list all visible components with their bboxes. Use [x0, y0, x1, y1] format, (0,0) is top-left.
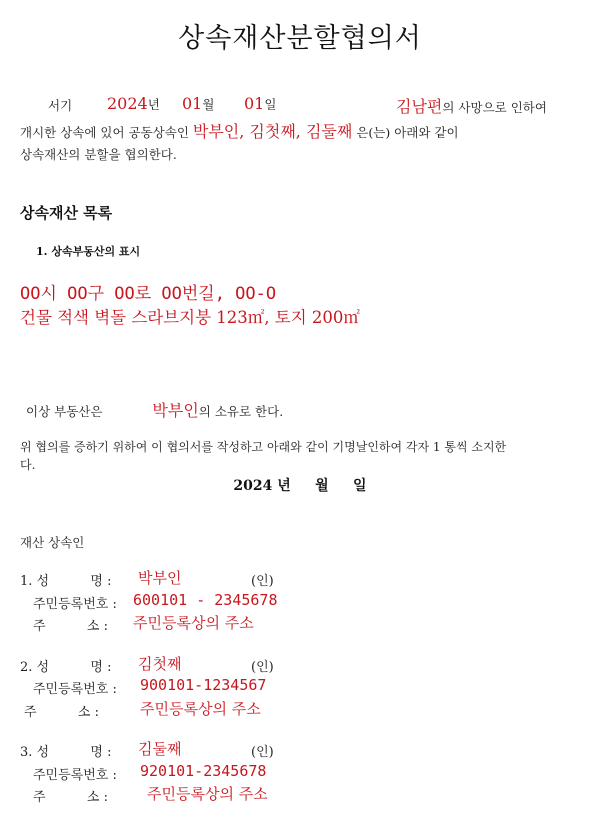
ownership-pre: 이상 부동산은 [26, 404, 103, 419]
heir-2-id: 900101-1234567 [140, 676, 267, 694]
heir-2-addr-label: 주 소 : [24, 705, 99, 720]
property-description: 건물 적색 벽돌 스라브지붕 123㎡, 토지 200㎡ [20, 308, 360, 327]
date-month [182, 94, 214, 113]
heir-3-name-label: 3. 성 명 : [20, 745, 112, 760]
intro-line2-post: 은(는) 아래와 같이 [356, 125, 459, 140]
property-address: OO시 OO구 OO로 OO번길, OO-O [20, 284, 277, 304]
year-unit: 년 [147, 97, 160, 112]
heirs-heading: 재산 상속인 [20, 535, 85, 550]
month-unit: 월 [202, 97, 215, 112]
heir-1-name: 박부인 [138, 569, 182, 587]
day-value: 01 [244, 94, 265, 113]
ownership-post: 의 소유로 한다. [198, 404, 284, 419]
heir-2-name-label: 2. 성 명 : [20, 660, 112, 675]
heir-1-seal: (인) [251, 574, 274, 589]
heir-1-addr-label: 주 소 : [33, 619, 108, 634]
heir-1-id-label: 주민등록번호 : [33, 597, 117, 612]
heir-2-name: 김첫째 [138, 655, 182, 673]
date-day [244, 94, 276, 113]
document-title: 상속재산분할협의서 [178, 23, 422, 54]
heir-3-id-label: 주민등록번호 : [33, 768, 117, 783]
signed-date: 2024 년 월 일 [233, 478, 367, 494]
owner-name: 박부인 [152, 401, 199, 420]
intro-line-2 [20, 119, 459, 142]
heir-3-addr-label: 주 소 : [33, 790, 108, 805]
heir-1-id: 600101 - 2345678 [133, 591, 278, 609]
real-estate-subheading: 1. 상속부동산의 표시 [36, 245, 141, 258]
heir-1-addr: 주민등록상의 주소 [133, 614, 254, 632]
heir-3-seal: (인) [251, 745, 274, 760]
decedent-line [396, 94, 547, 117]
heir-2-addr: 주민등록상의 주소 [140, 700, 261, 718]
heir-3-name: 김둘째 [138, 740, 182, 758]
heir-1-name-label: 1. 성 명 : [20, 574, 112, 589]
intro-line-3: 상속재산의 분할을 협의한다. [20, 147, 177, 162]
witness-line-2: 다. [20, 458, 36, 472]
heir-3-id: 920101-2345678 [140, 762, 267, 780]
heir-3-addr: 주민등록상의 주소 [147, 785, 268, 803]
month-value: 01 [182, 94, 203, 113]
heir-2-seal: (인) [251, 660, 274, 675]
date-year [107, 94, 160, 113]
witness-line-1: 위 협의를 증하기 위하여 이 협의서를 작성하고 아래와 같이 기명날인하여 각자 1 통씩 소지한 [20, 440, 507, 454]
year-value: 2024 [107, 94, 148, 113]
decedent-name: 김남편 [396, 97, 443, 116]
seogi-label: 서기 [48, 98, 73, 113]
heir-2-id-label: 주민등록번호 : [33, 682, 117, 697]
ownership-line [26, 398, 283, 421]
estate-list-heading: 상속재산 목록 [20, 204, 113, 222]
heirs-names: 박부인, 김첫째, 김둘째 [192, 122, 353, 141]
intro-suffix: 의 사망으로 인하여 [442, 100, 547, 115]
day-unit: 일 [264, 97, 277, 112]
intro-line2-pre: 개시한 상속에 있어 공동상속인 [20, 125, 189, 140]
